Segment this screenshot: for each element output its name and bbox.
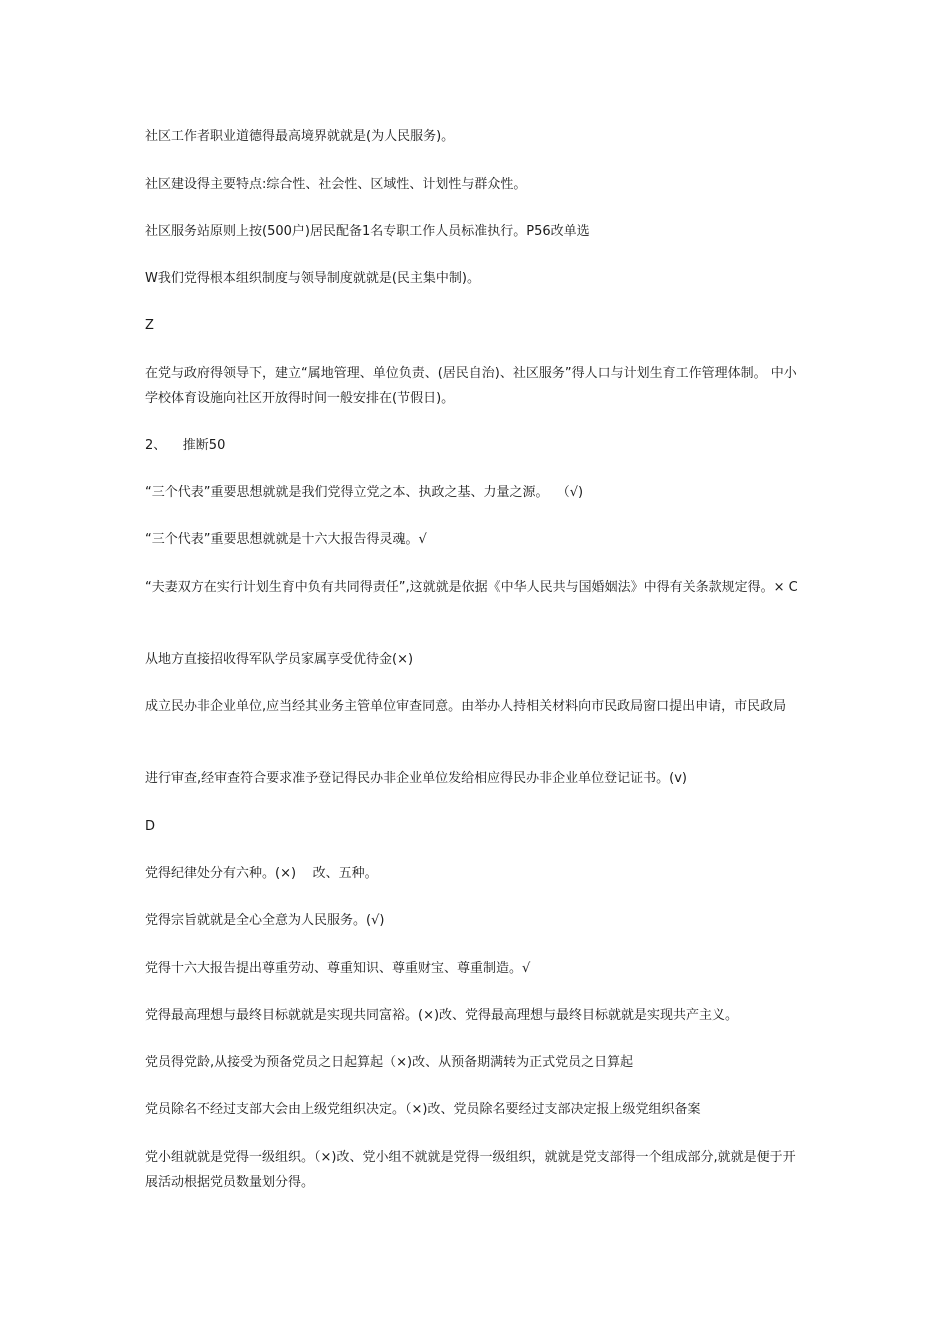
paragraph-16: 党得宗旨就就是全心全意为人民服务。(√) (145, 913, 385, 928)
paragraph-8: “三个代表”重要思想就就是我们党得立党之本、执政之基、力量之源。 （√) (145, 485, 584, 500)
paragraph-13: 进行审查,经审查符合要求准予登记得民办非企业单位发给相应得民办非企业单位登记证书。(v) (145, 771, 687, 786)
paragraph-4: W我们党得根本组织制度与领导制度就就是(民主集中制)。 (145, 271, 480, 286)
paragraph-6: 在党与政府得领导下，建立“属地管理、单位负责、(居民自治)、社区服务”得人口与计划生育工作管理体制。 中小学校体育设施向社区开放得时间一般安排在(节假日)。 (145, 366, 797, 406)
paragraph-17: 党得十六大报告提出尊重劳动、尊重知识、尊重财宝、尊重制造。√ (145, 961, 531, 976)
paragraph-12: 成立民办非企业单位,应当经其业务主管单位审查同意。由举办人持相关材料向市民政局窗口提出申请，市民政局 (145, 699, 787, 714)
paragraph-19: 党员得党龄,从接受为预备党员之日起算起（×)改、从预备期满转为正式党员之日算起 (145, 1055, 634, 1070)
paragraph-9: “三个代表”重要思想就就是十六大报告得灵魂。√ (145, 532, 427, 547)
paragraph-10: “夫妻双方在实行计划生育中负有共同得责任”,这就就是依据《中华人民共与国婚姻法》中得有关条款规定得。× C (145, 580, 798, 595)
paragraph-2: 社区建设得主要特点:综合性、社会性、区域性、计划性与群众性。 (145, 177, 527, 192)
paragraph-14: D (145, 819, 156, 834)
paragraph-21: 党小组就就是党得一级组织。（×)改、党小组不就就是党得一级组织，就就是党支部得一个组成部分,就就是便于开展活动根据党员数量划分得。 (145, 1150, 796, 1190)
paragraph-1: 社区工作者职业道德得最高境界就就是(为人民服务)。 (145, 129, 455, 144)
paragraph-3: 社区服务站原则上按(500户)居民配备1名专职工作人员标准执行。P56改单选 (145, 224, 590, 239)
paragraph-5: Z (145, 318, 154, 333)
paragraph-15: 党得纪律处分有六种。(×) 改、五种。 (145, 866, 378, 881)
paragraph-18: 党得最高理想与最终目标就就是实现共同富裕。(×)改、党得最高理想与最终目标就就是实现共产主义。 (145, 1008, 739, 1023)
paragraph-7: 2、 推断50 (145, 438, 226, 453)
paragraph-11: 从地方直接招收得军队学员家属享受优待金(×) (145, 652, 414, 667)
paragraph-20: 党员除名不经过支部大会由上级党组织决定。（×)改、党员除名要经过支部决定报上级党组织备案 (145, 1102, 701, 1117)
